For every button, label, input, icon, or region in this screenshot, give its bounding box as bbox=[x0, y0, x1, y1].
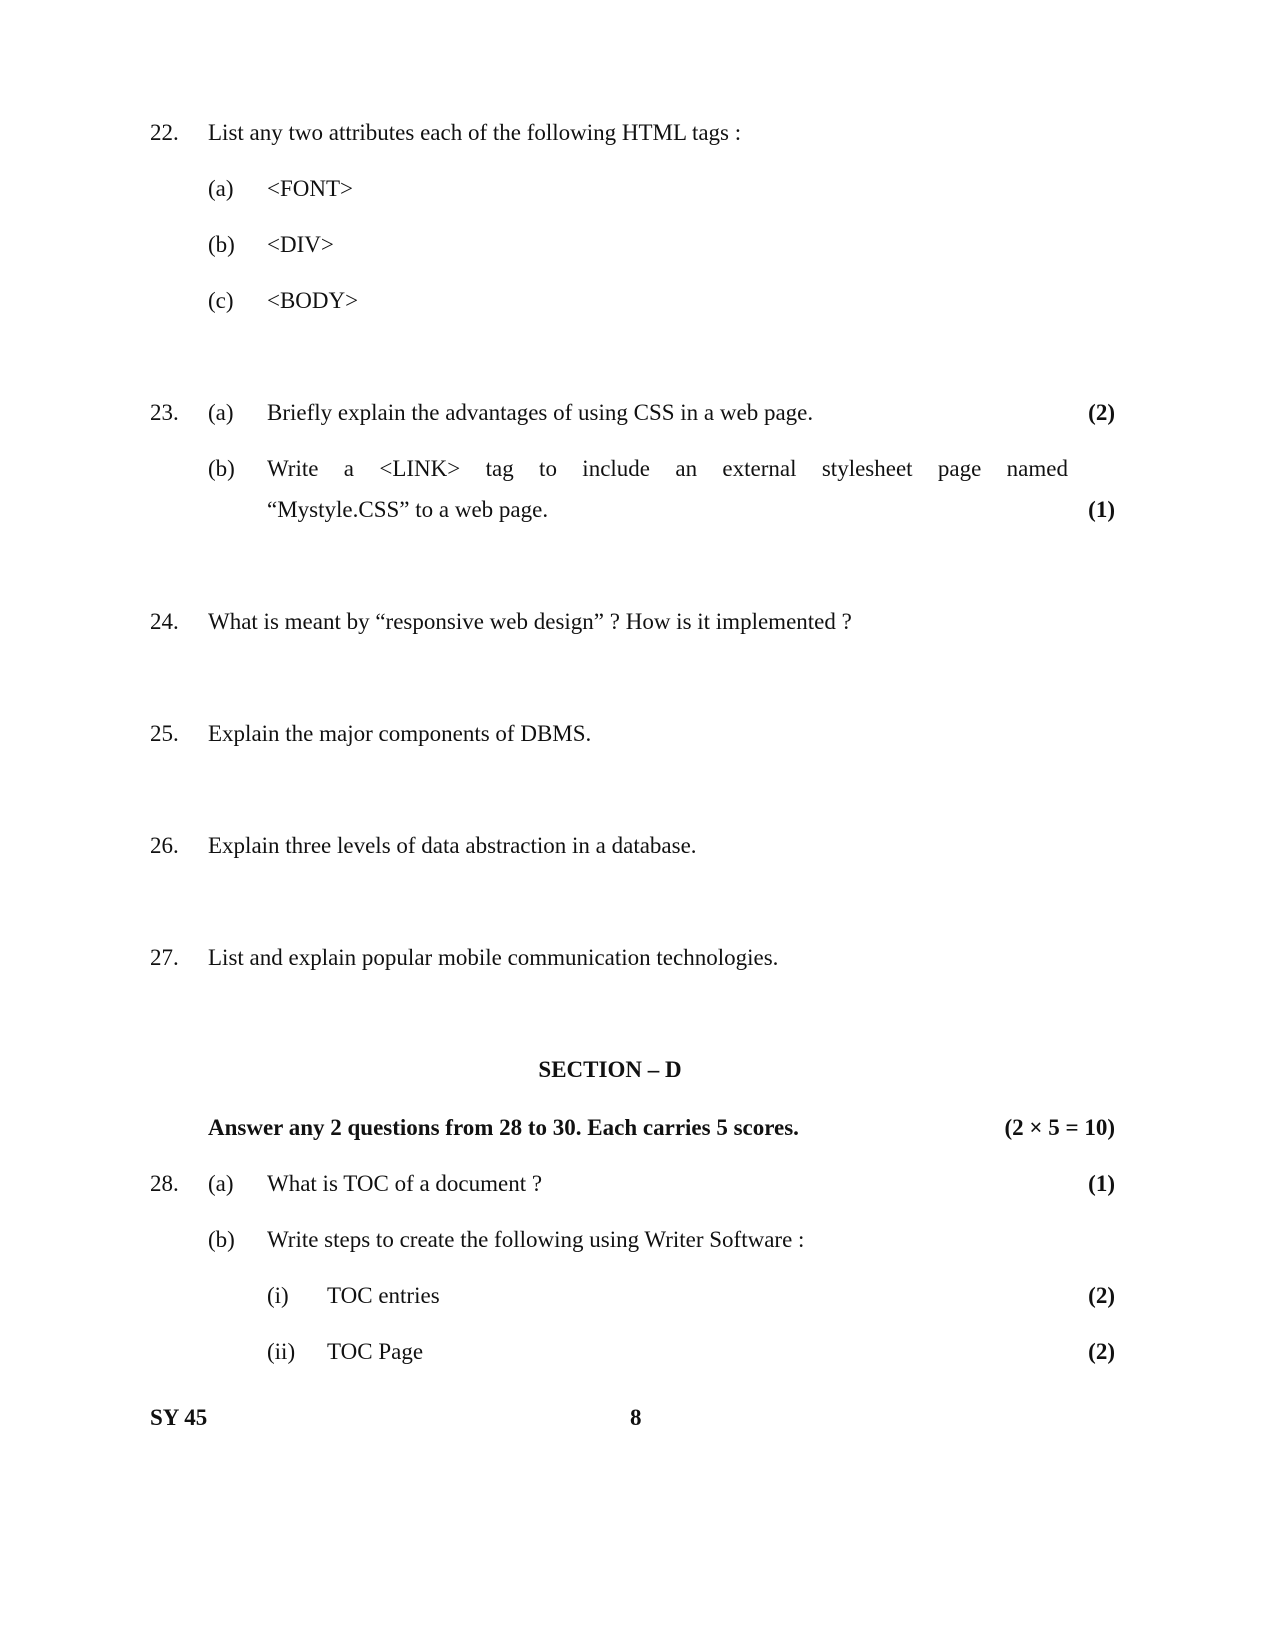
question-28b-text: Write steps to create the following using Writer Software : bbox=[267, 1227, 805, 1252]
question-27-number: 27. bbox=[150, 945, 179, 970]
question-22b-label: (b) bbox=[208, 232, 235, 257]
question-22a-text: <FONT> bbox=[267, 176, 354, 201]
question-23b-label: (b) bbox=[208, 456, 235, 481]
question-28b-i-marks: (2) bbox=[1088, 1283, 1115, 1308]
footer-page-number: 8 bbox=[630, 1405, 642, 1430]
question-22b-text: <DIV> bbox=[267, 232, 334, 257]
question-28b-i-text: TOC entries bbox=[327, 1283, 440, 1308]
footer-paper-code: SY 45 bbox=[150, 1405, 208, 1430]
question-23a-text: Briefly explain the advantages of using CSS in a web page. bbox=[267, 400, 814, 425]
question-27-text: List and explain popular mobile communication technologies. bbox=[208, 945, 779, 970]
question-23-number: 23. bbox=[150, 400, 179, 425]
question-28-number: 28. bbox=[150, 1171, 179, 1196]
question-25-text: Explain the major components of DBMS. bbox=[208, 721, 592, 746]
question-28b-ii-label: (ii) bbox=[267, 1339, 296, 1364]
question-28a-marks: (1) bbox=[1088, 1171, 1115, 1196]
section-heading: SECTION – D bbox=[538, 1057, 682, 1082]
question-26-number: 26. bbox=[150, 833, 179, 858]
question-24-text: What is meant by “responsive web design” ? How is it implemented ? bbox=[208, 609, 852, 634]
question-22c-text: <BODY> bbox=[267, 288, 359, 313]
question-28a-label: (a) bbox=[208, 1171, 234, 1196]
question-22-number: 22. bbox=[150, 120, 179, 145]
question-23b-line1: Write a <LINK> tag to include an external stylesheet page named bbox=[267, 456, 1068, 481]
question-28b-ii-text: TOC Page bbox=[327, 1339, 424, 1364]
question-22-text: List any two attributes each of the following HTML tags : bbox=[208, 120, 742, 145]
question-24-number: 24. bbox=[150, 609, 179, 634]
question-28b-label: (b) bbox=[208, 1227, 235, 1252]
question-22a-label: (a) bbox=[208, 176, 234, 201]
question-23b-line2: “Mystyle.CSS” to a web page. bbox=[267, 497, 549, 522]
question-28b-i-label: (i) bbox=[267, 1283, 289, 1308]
question-23a-marks: (2) bbox=[1088, 400, 1115, 425]
section-scoring: (2 × 5 = 10) bbox=[1004, 1115, 1115, 1140]
question-26-text: Explain three levels of data abstraction in a database. bbox=[208, 833, 697, 858]
question-23a-label: (a) bbox=[208, 400, 234, 425]
question-25-number: 25. bbox=[150, 721, 179, 746]
question-28b-ii-marks: (2) bbox=[1088, 1339, 1115, 1364]
question-28a-text: What is TOC of a document ? bbox=[267, 1171, 543, 1196]
section-instruction: Answer any 2 questions from 28 to 30. Each carries 5 scores. bbox=[208, 1115, 799, 1140]
question-23b-marks: (1) bbox=[1088, 497, 1115, 522]
question-22c-label: (c) bbox=[208, 288, 234, 313]
